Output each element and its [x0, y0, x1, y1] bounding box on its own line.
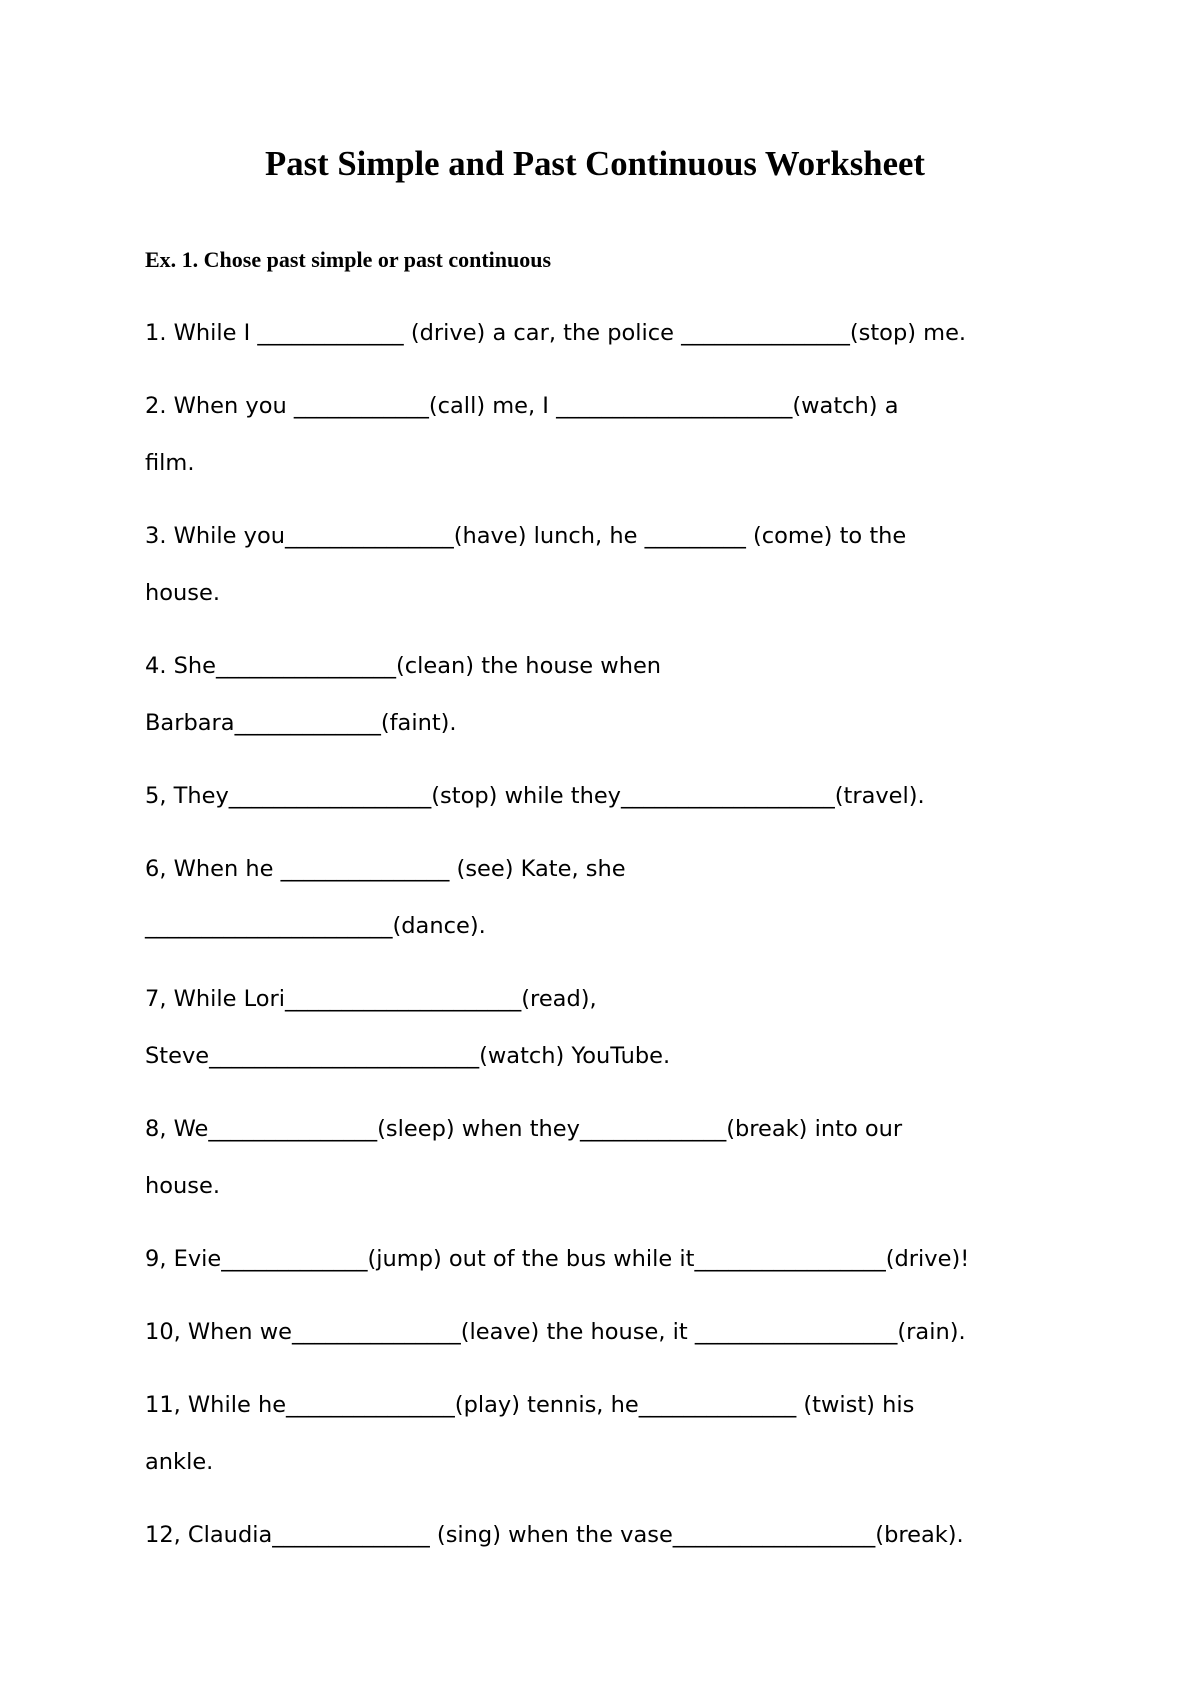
worksheet-title: Past Simple and Past Continuous Worksheet [265, 144, 925, 183]
exercise-line-12: 12, Claudia______________ (sing) when the vase__________________(break). [145, 1522, 964, 1548]
exercise-line-10: 10, When we_______________(leave) the house, it __________________(rain). [145, 1319, 966, 1345]
exercise-line-3-continued: house. [145, 580, 221, 606]
exercise-line-8: 8, We_______________(sleep) when they_____________(break) into our [145, 1116, 903, 1142]
exercise-line-3: 3. While you_______________(have) lunch, he _________ (come) to the [145, 523, 907, 549]
exercise-line-6: 6, When he _______________ (see) Kate, she [145, 856, 626, 882]
exercise-line-9: 9, Evie_____________(jump) out of the bus while it_________________(drive)! [145, 1246, 970, 1272]
exercise-line-7-continued: Steve________________________(watch) YouTube. [145, 1043, 671, 1069]
exercise-line-7: 7, While Lori_____________________(read), [145, 986, 597, 1012]
exercise-line-1: 1. While I _____________ (drive) a car, the police _______________(stop) me. [145, 320, 967, 346]
exercise-line-11: 11, While he_______________(play) tennis, he______________ (twist) his [145, 1392, 915, 1418]
exercise-line-8-continued: house. [145, 1173, 221, 1199]
exercise-heading: Ex. 1. Chose past simple or past continuous [145, 247, 552, 272]
exercise-line-6-continued: ______________________(dance). [145, 913, 486, 939]
exercise-line-11-continued: ankle. [145, 1449, 214, 1475]
exercise-line-2: 2. When you ____________(call) me, I _____________________(watch) a [145, 393, 899, 419]
exercise-line-4-continued: Barbara_____________(faint). [145, 710, 457, 736]
exercise-line-5: 5, They__________________(stop) while they___________________(travel). [145, 783, 925, 809]
exercise-line-2-continued: film. [145, 450, 195, 476]
exercise-line-4: 4. She________________(clean) the house when [145, 653, 662, 679]
